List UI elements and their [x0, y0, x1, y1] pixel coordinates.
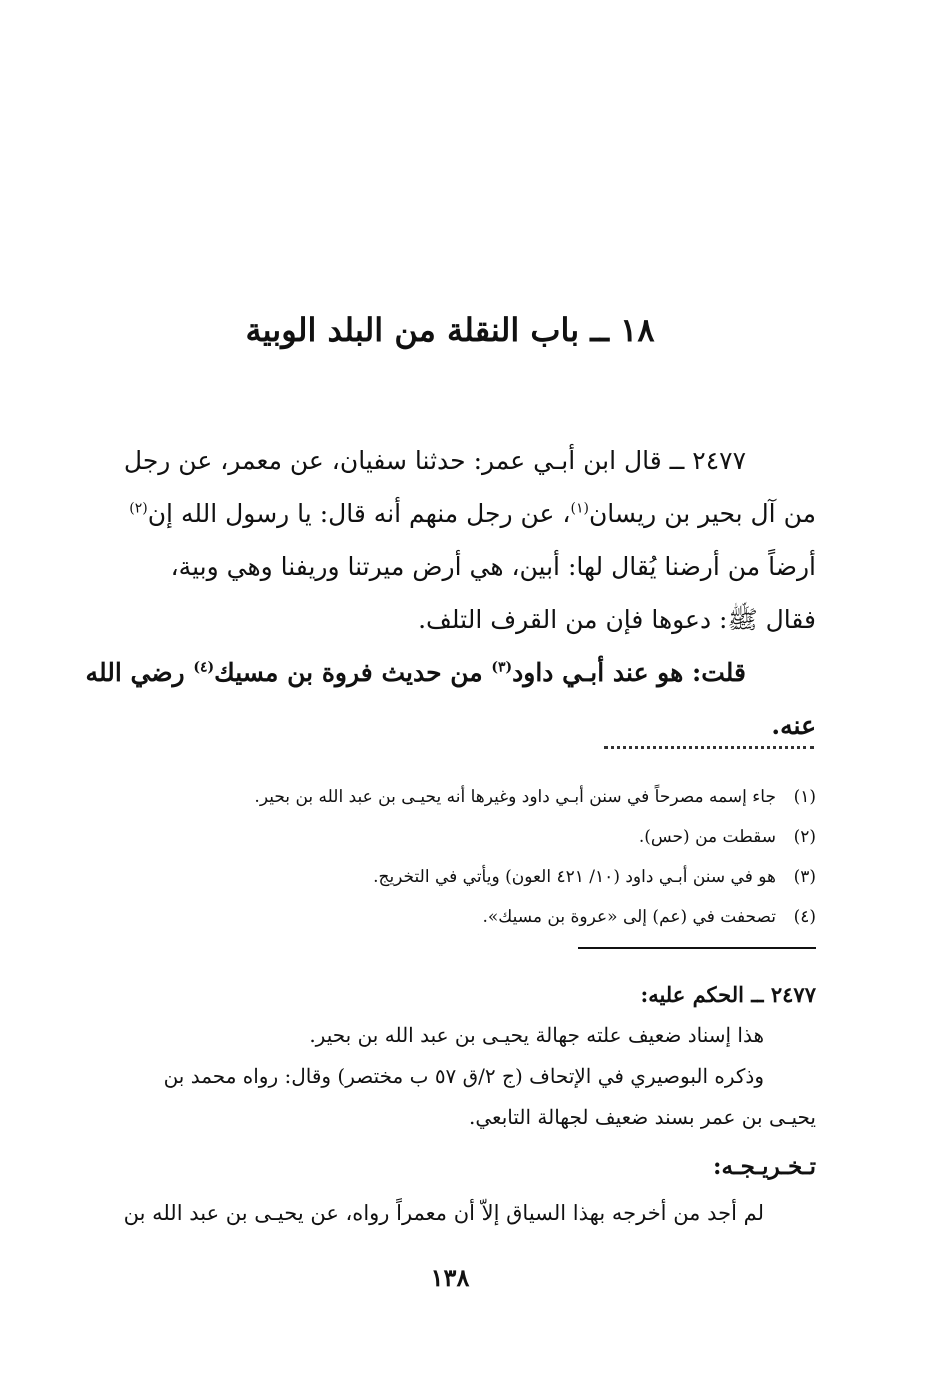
- hadith-line: فقال ﷺ: دعوها فإن من القرف التلف.: [418, 605, 816, 634]
- hadith-line: أرضاً من أرضنا يُقال لها: أبين، هي أرض ميرتنا وريفنا وهي وبية،: [170, 552, 816, 581]
- footnote-ref-2[interactable]: (٢): [129, 500, 148, 517]
- footnote-item: [86, 897, 816, 937]
- judgment-line: يحيـى بن عمر بسند ضعيف لجهالة التابعي.: [469, 1105, 816, 1129]
- footnote-number: (٣): [793, 867, 816, 887]
- footnote-number: (٤): [793, 907, 816, 927]
- footnote-text: هو في سنن أبـي داود (١٠/ ٤٢١ العون) ويأتي في التخريج.: [373, 867, 776, 887]
- footnote-number: (١): [793, 787, 816, 807]
- footnote-ref-3[interactable]: (٣): [491, 659, 513, 676]
- footnote-text: تصحفت في (عم) إلى «عروة بن مسيك».: [482, 907, 776, 927]
- hadith-fragment: من آل بحير بن ريسان: [588, 499, 816, 528]
- takhrij-heading-block: [86, 1144, 816, 1190]
- footnote-number: (٢): [793, 827, 816, 847]
- footnote-item: [86, 777, 816, 817]
- footnotes: [86, 777, 816, 937]
- judgment-section: [86, 974, 816, 1138]
- judgment-heading: ٢٤٧٧ ــ الحكم عليه:: [640, 982, 816, 1007]
- section-divider: [578, 947, 816, 949]
- footnote-item: [86, 857, 816, 897]
- takhrij-section: [86, 1190, 816, 1236]
- takhrij-line: لم أجد من أخرجه بهذا السياق إلاّ أن معمراً رواه، عن يحيـى بن عبد الله بن: [123, 1201, 764, 1225]
- qultu-fragment: رضي الله: [86, 658, 194, 687]
- footnote-text: جاء إسمه مصرحاً في سنن أبـي داود وغيرها أنه يحيـى بن عبد الله بن بحير.: [254, 787, 776, 807]
- takhrij-heading: تـخـريـجـه:: [713, 1153, 816, 1180]
- qultu-fragment: من حديث فروة بن مسيك: [214, 658, 492, 687]
- hadith-line: ٢٤٧٧ ــ قال ابن أبـي عمر: حدثنا سفيان، عن معمر، عن رجل: [123, 446, 746, 475]
- qultu-fragment: قلت: هو عند أبـي داود: [512, 658, 746, 687]
- hadith-text: [86, 434, 816, 752]
- qultu-line: عنه.: [771, 711, 816, 740]
- chapter-title: ١٨ ــ باب النقلة من البلد الوبية: [245, 311, 655, 349]
- footnote-ref-4[interactable]: (٤): [193, 659, 215, 676]
- judgment-line: هذا إسناد ضعيف علته جهالة يحيـى بن عبد الله بن بحير.: [309, 1023, 764, 1047]
- footnote-ref-1[interactable]: (١): [570, 500, 589, 517]
- hadith-fragment: ، عن رجل منهم أنه قال: يا رسول الله إن: [147, 499, 571, 528]
- judgment-line: وذكره البوصيري في الإتحاف (ج ٢/ق ٥٧ ب مختصر) وقال: رواه محمد بن: [163, 1064, 764, 1088]
- footnote-text: سقطت من (حس).: [638, 827, 776, 847]
- page-number: ١٣٨: [430, 1263, 470, 1292]
- footnote-item: [86, 817, 816, 857]
- qultu-line: [86, 646, 816, 699]
- hadith-line: [86, 487, 816, 540]
- footnote-separator: [604, 746, 814, 755]
